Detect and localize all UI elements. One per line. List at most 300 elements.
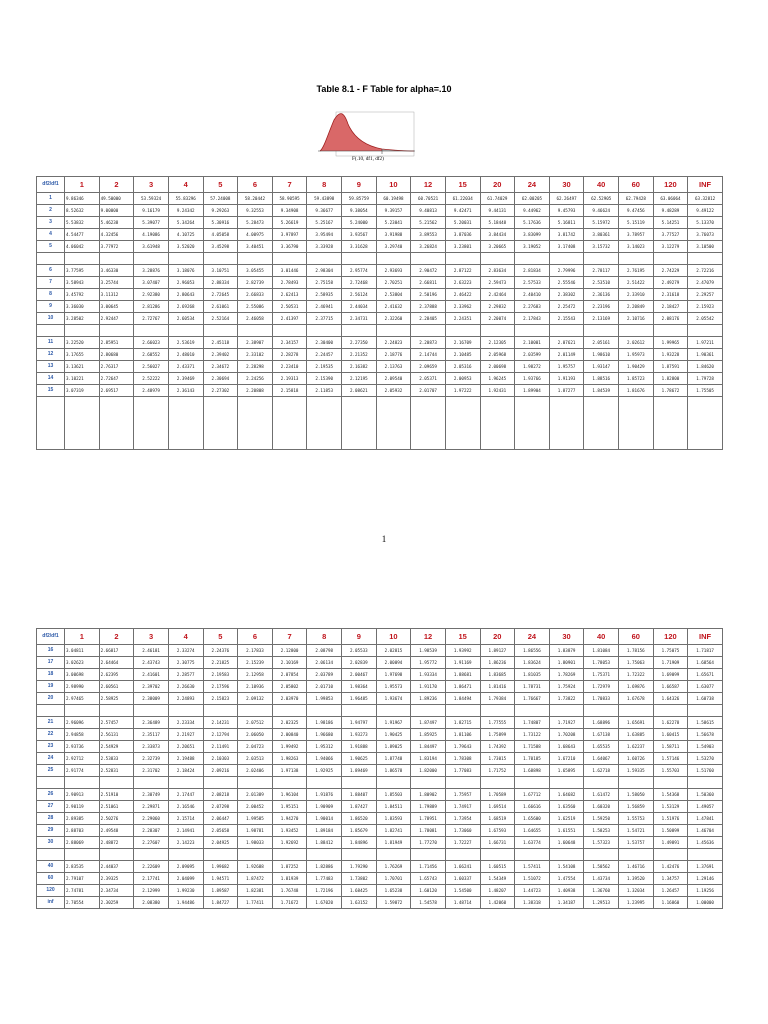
table-row [37, 361, 723, 373]
empty-cell [584, 777, 619, 789]
table-cell: 59.85759 [342, 193, 377, 205]
table-cell: 1.54368 [653, 789, 688, 801]
table-cell: 9.00000 [99, 205, 134, 217]
table-cell: 1.81676 [619, 385, 654, 397]
table-cell: 1.94571 [203, 873, 238, 885]
table-cell: 1.23995 [619, 897, 654, 909]
column-header: 15 [445, 629, 480, 645]
table-cell: 1.81084 [584, 645, 619, 657]
table-cell: 2.06050 [238, 729, 273, 741]
table-cell: 1.96485 [342, 693, 377, 705]
table-cell: 2.49279 [653, 277, 688, 289]
table-cell: 1.68425 [342, 885, 377, 897]
table-cell: 2.61061 [203, 301, 238, 313]
empty-cell [307, 397, 342, 450]
table-cell: 1.37691 [688, 861, 723, 873]
table-cell: 2.72767 [134, 313, 169, 325]
table-row [37, 301, 723, 313]
empty-cell [515, 705, 550, 717]
table-cell: 2.12305 [480, 337, 515, 349]
table-cell: 49.50000 [99, 193, 134, 205]
table-cell: 2.06134 [307, 657, 342, 669]
row-label: 4 [37, 229, 65, 241]
table-cell: 1.78269 [549, 669, 584, 681]
empty-cell [168, 397, 203, 450]
column-header: 60 [619, 629, 654, 645]
table-cell: 2.52164 [203, 313, 238, 325]
table-cell: 1.91888 [342, 741, 377, 753]
row-label: 30 [37, 837, 65, 849]
table-cell: 2.52222 [134, 373, 169, 385]
table-cell: 1.79290 [342, 861, 377, 873]
table-cell: 1.78156 [619, 645, 654, 657]
table-cell: 3.61948 [134, 241, 169, 253]
table-cell: 1.55703 [653, 765, 688, 777]
table-cell: 9.34908 [272, 205, 307, 217]
table-cell: 1.65671 [688, 669, 723, 681]
table-cell: 1.69876 [619, 681, 654, 693]
spacer-row [37, 705, 723, 717]
table-cell: 2.17447 [168, 789, 203, 801]
empty-cell [584, 849, 619, 861]
table-cell: 3.77972 [99, 241, 134, 253]
table-cell: 2.23196 [584, 301, 619, 313]
empty-cell [134, 397, 169, 450]
empty-cell [480, 849, 515, 861]
table-cell: 60.70521 [411, 193, 446, 205]
empty-cell [549, 397, 584, 450]
table-cell: 57.24008 [203, 193, 238, 205]
row-label: 22 [37, 729, 65, 741]
table-cell: 2.27607 [134, 837, 169, 849]
empty-cell [445, 777, 480, 789]
empty-cell [688, 777, 723, 789]
column-header: 6 [238, 629, 273, 645]
table-cell: 1.84497 [411, 741, 446, 753]
table-cell: 2.24457 [307, 349, 342, 361]
table-cell: 1.81939 [272, 873, 307, 885]
empty-cell [411, 705, 446, 717]
table-cell: 1.48714 [445, 897, 480, 909]
table-cell: 61.74029 [480, 193, 515, 205]
table-row [37, 265, 723, 277]
empty-cell [619, 325, 654, 337]
empty-cell [584, 253, 619, 265]
table-cell: 3.01446 [272, 265, 307, 277]
table-cell: 2.40410 [515, 289, 550, 301]
row-label: 27 [37, 801, 65, 813]
table-cell: 2.66833 [238, 289, 273, 301]
table-cell: 2.05932 [376, 385, 411, 397]
table-cell: 3.80361 [584, 229, 619, 241]
table-cell: 3.10751 [203, 265, 238, 277]
table-cell: 1.75371 [584, 669, 619, 681]
empty-cell [342, 705, 377, 717]
table-cell: 2.83535 [65, 861, 100, 873]
table-cell: 1.80901 [549, 657, 584, 669]
table-cell: 1.71456 [411, 861, 446, 873]
table-cell: 1.89025 [376, 741, 411, 753]
table-cell: 2.34157 [272, 337, 307, 349]
table-cell: 1.73822 [549, 693, 584, 705]
table-cell: 1.99230 [168, 885, 203, 897]
table-cell: 5.26619 [272, 217, 307, 229]
table-cell: 1.94270 [272, 813, 307, 825]
table-cell: 1.82800 [653, 373, 688, 385]
table-cell: 2.39469 [168, 373, 203, 385]
column-header: 10 [376, 177, 411, 193]
table-cell: 1.80902 [411, 789, 446, 801]
table-cell: 1.67678 [619, 693, 654, 705]
table-cell: 1.95757 [549, 361, 584, 373]
empty-cell [515, 397, 550, 450]
empty-cell [65, 777, 100, 789]
table-cell: 1.51760 [688, 765, 723, 777]
empty-cell [445, 397, 480, 450]
empty-cell [653, 253, 688, 265]
table-cell: 2.47079 [688, 277, 723, 289]
table-cell: 2.74781 [65, 885, 100, 897]
table-cell: 1.82381 [238, 885, 273, 897]
table-cell: 1.79728 [688, 373, 723, 385]
table-cell: 2.96053 [168, 277, 203, 289]
table-cell: 2.10936 [238, 681, 273, 693]
table-cell: 2.79107 [65, 873, 100, 885]
table-cell: 2.28307 [134, 825, 169, 837]
table-cell: 3.31628 [342, 241, 377, 253]
empty-cell [272, 777, 307, 789]
table-cell: 2.51422 [619, 277, 654, 289]
table-cell: 1.89184 [307, 825, 342, 837]
table-cell: 1.98781 [238, 825, 273, 837]
row-label: 23 [37, 741, 65, 753]
table-cell: 2.55546 [549, 277, 584, 289]
empty-cell [168, 849, 203, 861]
table-cell: 2.13169 [584, 313, 619, 325]
table-cell: 2.11491 [203, 741, 238, 753]
table-cell: 1.89587 [203, 885, 238, 897]
table-cell: 5.30916 [203, 217, 238, 229]
table-cell: 5.17636 [515, 217, 550, 229]
table-cell: 2.25472 [549, 301, 584, 313]
corner-header: df2/df1 [37, 629, 65, 645]
table-cell: 1.85679 [342, 825, 377, 837]
table-cell: 1.74392 [480, 741, 515, 753]
table-cell: 3.81742 [549, 229, 584, 241]
table-cell: 2.56131 [99, 729, 134, 741]
empty-cell [688, 253, 723, 265]
spacer-row [37, 253, 723, 265]
header-row [37, 629, 723, 645]
table-cell: 2.57457 [99, 717, 134, 729]
empty-cell [272, 253, 307, 265]
table-cell: 1.54349 [480, 873, 515, 885]
table-cell: 1.62278 [653, 717, 688, 729]
table-row [37, 681, 723, 693]
table-cell: 1.91170 [411, 681, 446, 693]
table-cell: 1.85723 [619, 373, 654, 385]
table-cell: 2.14223 [168, 837, 203, 849]
table-cell: 2.10716 [619, 313, 654, 325]
table-cell: 1.70833 [584, 693, 619, 705]
spacer-row [37, 325, 723, 337]
table-cell: 1.58050 [619, 789, 654, 801]
empty-cell [619, 849, 654, 861]
table-cell: 1.63560 [549, 801, 584, 813]
table-cell: 1.73954 [445, 813, 480, 825]
empty-cell [272, 705, 307, 717]
table-cell: 1.81416 [480, 681, 515, 693]
table-cell: 2.29832 [480, 301, 515, 313]
table-cell: 1.88516 [584, 373, 619, 385]
table-cell: 2.01710 [307, 681, 342, 693]
empty-cell [688, 705, 723, 717]
column-header: 20 [480, 629, 515, 645]
table-cell: 2.92712 [65, 753, 100, 765]
table-cell: 2.51910 [99, 789, 134, 801]
empty-cell [549, 325, 584, 337]
table-cell: 9.39157 [376, 205, 411, 217]
table-cell: 1.93766 [515, 373, 550, 385]
table-row [37, 825, 723, 837]
table-cell: 2.36136 [584, 289, 619, 301]
table-cell: 1.74917 [445, 801, 480, 813]
table-cell: 2.50276 [99, 813, 134, 825]
table-cell: 1.72196 [307, 885, 342, 897]
table-cell: 1.73015 [480, 753, 515, 765]
empty-cell [272, 325, 307, 337]
table-cell: 1.34187 [549, 897, 584, 909]
table-cell: 1.93147 [584, 361, 619, 373]
table-cell: 1.85503 [376, 789, 411, 801]
table-cell: 2.53619 [168, 337, 203, 349]
table-cell: 1.48207 [480, 885, 515, 897]
table-cell: 1.93334 [411, 669, 446, 681]
table-cell: 1.89127 [480, 645, 515, 657]
table-cell: 2.28298 [238, 361, 273, 373]
table-cell: 1.99492 [272, 741, 307, 753]
table-cell: 2.96096 [65, 717, 100, 729]
empty-cell [203, 397, 238, 450]
table-cell: 2.33274 [168, 645, 203, 657]
column-header: 9 [342, 629, 377, 645]
row-label: 10 [37, 313, 65, 325]
table-cell: 2.00840 [272, 729, 307, 741]
table-cell: 1.38318 [515, 897, 550, 909]
table-cell: 3.22520 [65, 337, 100, 349]
table-cell: 1.53129 [653, 801, 688, 813]
empty-cell [37, 777, 65, 789]
table-cell: 1.92692 [272, 837, 307, 849]
table-cell: 1.65600 [515, 813, 550, 825]
empty-cell [619, 777, 654, 789]
table-cell: 2.60534 [168, 313, 203, 325]
empty-cell [411, 325, 446, 337]
table-cell: 2.28577 [168, 669, 203, 681]
figure-label: F(.10, df1, df2) [352, 156, 384, 162]
table-cell: 1.79889 [411, 801, 446, 813]
table-row [37, 729, 723, 741]
table-cell: 1.83879 [549, 645, 584, 657]
table-cell: 1.98364 [342, 681, 377, 693]
table-cell: 1.84539 [584, 385, 619, 397]
table-cell: 62.00205 [515, 193, 550, 205]
table-cell: 2.05371 [411, 373, 446, 385]
table-cell: 1.70185 [515, 753, 550, 765]
empty-cell [584, 397, 619, 450]
table-cell: 2.14744 [411, 349, 446, 361]
table-cell: 1.82886 [307, 861, 342, 873]
empty-cell [515, 777, 550, 789]
empty-cell [37, 397, 65, 450]
table-cell: 1.32034 [619, 885, 654, 897]
table-cell: 1.68519 [480, 813, 515, 825]
table-cell: 1.49057 [688, 801, 723, 813]
empty-cell [238, 777, 273, 789]
table-cell: 2.54929 [99, 741, 134, 753]
table-row [37, 897, 723, 909]
table-cell: 3.83099 [515, 229, 550, 241]
table-cell: 1.90625 [342, 753, 377, 765]
table-cell: 2.05161 [584, 337, 619, 349]
table-cell: 2.01149 [549, 349, 584, 361]
table-cell: 2.28405 [411, 313, 446, 325]
table-cell: 2.21825 [203, 657, 238, 669]
table-cell: 3.28502 [65, 313, 100, 325]
row-label: 1 [37, 193, 65, 205]
table-cell: 1.81106 [445, 729, 480, 741]
table-cell: 2.97465 [65, 693, 100, 705]
table-cell: 1.75063 [619, 657, 654, 669]
table-cell: 1.95973 [619, 349, 654, 361]
table-cell: 2.05968 [480, 349, 515, 361]
table-row [37, 717, 723, 729]
table-cell: 2.37715 [307, 313, 342, 325]
table-cell: 1.72322 [619, 669, 654, 681]
table-cell: 1.77411 [238, 897, 273, 909]
column-header: 6 [238, 177, 273, 193]
table-cell: 1.84511 [376, 801, 411, 813]
table-cell: 2.39402 [203, 349, 238, 361]
table-cell: 3.58943 [65, 277, 100, 289]
table-cell: 9.38054 [342, 205, 377, 217]
table-cell: 3.23801 [445, 241, 480, 253]
table-cell: 2.56124 [342, 289, 377, 301]
table-cell: 1.75899 [480, 729, 515, 741]
table-cell: 2.50531 [272, 301, 307, 313]
table-cell: 2.18427 [653, 301, 688, 313]
table-cell: 2.03970 [272, 693, 307, 705]
table-cell: 2.04723 [238, 741, 273, 753]
table-cell: 2.80643 [168, 289, 203, 301]
table-cell: 2.30400 [307, 337, 342, 349]
table-cell: 2.07621 [549, 337, 584, 349]
table-cell: 1.70589 [480, 789, 515, 801]
table-cell: 1.63152 [342, 897, 377, 909]
f-distribution-figure [312, 108, 416, 164]
empty-cell [99, 253, 134, 265]
row-label: 25 [37, 765, 65, 777]
table-cell: 1.69099 [653, 669, 688, 681]
table-cell: 1.65691 [619, 717, 654, 729]
empty-cell [134, 777, 169, 789]
column-header: 30 [549, 177, 584, 193]
table-cell: 2.46941 [307, 301, 342, 313]
table-cell: 2.04099 [168, 873, 203, 885]
table-cell: 3.45298 [203, 241, 238, 253]
column-header: 1 [65, 629, 100, 645]
table-cell: 2.82739 [238, 277, 273, 289]
table-cell: 55.83296 [168, 193, 203, 205]
table-cell: 1.88407 [342, 789, 377, 801]
empty-cell [376, 397, 411, 450]
table-cell: 2.29871 [134, 801, 169, 813]
table-cell: 2.00094 [376, 657, 411, 669]
table-cell: 2.15543 [549, 313, 584, 325]
table-cell: 1.87252 [272, 861, 307, 873]
table-cell: 3.07407 [134, 277, 169, 289]
empty-cell [37, 705, 65, 717]
column-header: 8 [307, 177, 342, 193]
table-cell: 1.39520 [619, 873, 654, 885]
table-cell: 1.60120 [411, 885, 446, 897]
table-cell: 1.71927 [549, 717, 584, 729]
table-cell: 1.61472 [584, 789, 619, 801]
table-cell: 1.56859 [619, 801, 654, 813]
table-cell: 3.00698 [65, 669, 100, 681]
table-cell: 2.98304 [307, 265, 342, 277]
table-cell: 3.36030 [65, 301, 100, 313]
table-cell: 1.83624 [515, 657, 550, 669]
empty-cell [688, 849, 723, 861]
table-cell: 2.38907 [238, 337, 273, 349]
table-cell: 1.94486 [168, 897, 203, 909]
table-cell: 1.90425 [376, 729, 411, 741]
row-label: 5 [37, 241, 65, 253]
table-cell: 1.45636 [688, 837, 723, 849]
table-cell: 2.05316 [445, 361, 480, 373]
table-cell: 1.99853 [307, 693, 342, 705]
table-cell: 1.72979 [584, 681, 619, 693]
table-cell: 2.03513 [238, 753, 273, 765]
table-cell: 1.16860 [653, 897, 688, 909]
table-cell: 2.16546 [168, 801, 203, 813]
table-cell: 1.96245 [480, 373, 515, 385]
f-table-part-2 [36, 628, 723, 909]
table-cell: 1.76748 [272, 885, 307, 897]
table-cell: 1.87427 [342, 801, 377, 813]
row-label: 28 [37, 813, 65, 825]
empty-cell [619, 253, 654, 265]
row-label: 3 [37, 217, 65, 229]
table-cell: 9.40813 [411, 205, 446, 217]
table-cell: 2.60552 [134, 349, 169, 361]
table-cell: 1.84620 [688, 361, 723, 373]
table-cell: 1.68564 [688, 657, 723, 669]
table-cell: 2.56027 [134, 361, 169, 373]
table-cell: 1.67712 [515, 789, 550, 801]
column-header: 24 [515, 629, 550, 645]
row-label: 17 [37, 657, 65, 669]
table-cell: 1.29513 [584, 897, 619, 909]
empty-cell [480, 705, 515, 717]
table-cell: 1.60738 [688, 693, 723, 705]
table-cell: 2.37888 [411, 301, 446, 313]
table-cell: 2.64464 [99, 657, 134, 669]
empty-cell [411, 777, 446, 789]
table-cell: 1.87591 [653, 361, 688, 373]
table-cell: 2.33962 [445, 301, 480, 313]
